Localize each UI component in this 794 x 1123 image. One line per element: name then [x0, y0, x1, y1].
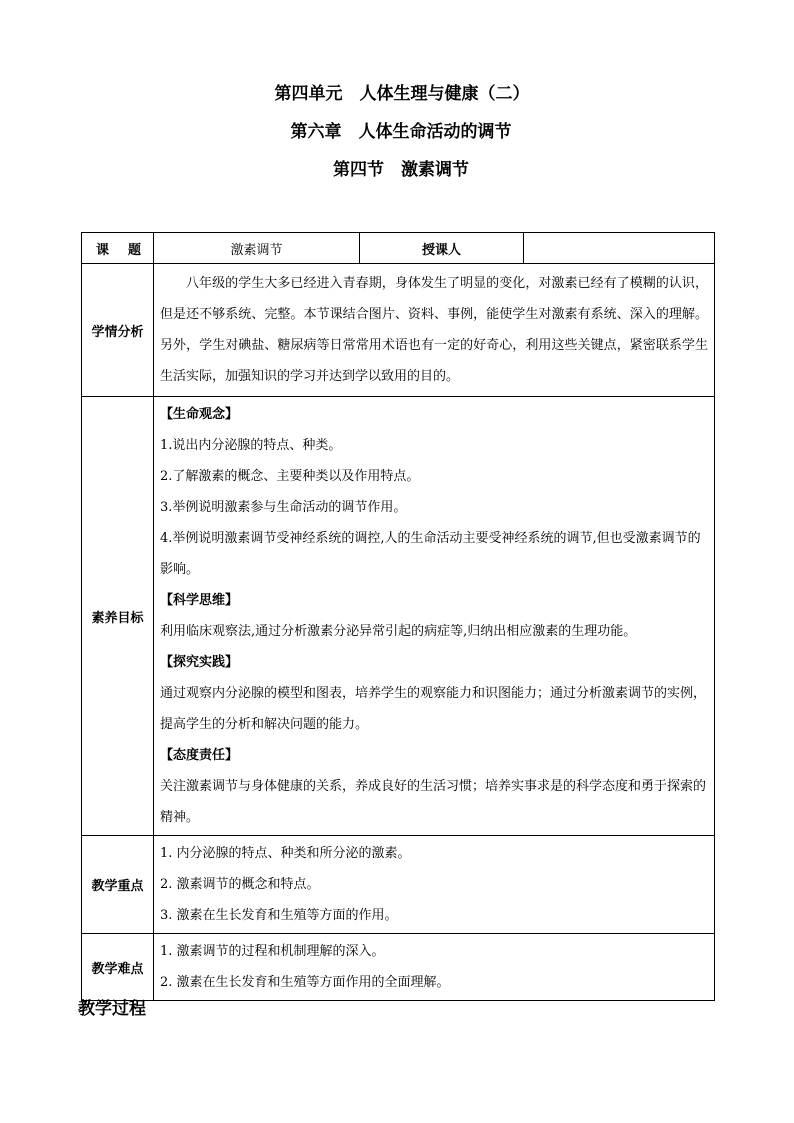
- document-headings: [0, 84, 794, 198]
- difficult-points-label: 教学难点: [82, 934, 154, 1001]
- key-points-cell: [154, 836, 715, 934]
- goal-heading: 【探究实践】: [160, 655, 239, 670]
- key-point-item: 3. 激素在生长发育和生殖等方面的作用。: [160, 908, 398, 923]
- key-points-label: 教学重点: [82, 836, 154, 934]
- goal-line: 3.举例说明激素参与生命活动的调节作用。: [160, 500, 407, 515]
- analysis-label: 学情分析: [82, 264, 154, 397]
- goal-line: 通过观察内分泌腺的模型和图表，培养学生的观察能力和识图能力；通过分析激素调节的实例，提高学生的分析和解决问题的能力。: [160, 686, 707, 732]
- goal-line: 4.举例说明激素调节受神经系统的调控,人的生命活动主要受神经系统的调节,但也受激素调节的影响。: [160, 531, 701, 577]
- goal-line: 关注激素调节与身体健康的关系，养成良好的生活习惯；培养实事求是的科学态度和勇于探索的精神。: [160, 779, 707, 825]
- analysis-row: [82, 264, 715, 397]
- goal-line: 1.说出内分泌腺的特点、种类。: [160, 438, 342, 453]
- difficult-points-list: [154, 934, 714, 1000]
- key-point-item: 1. 内分泌腺的特点、种类和所分泌的激素。: [160, 846, 411, 861]
- goal-heading: 【态度责任】: [160, 748, 239, 763]
- chapter-title: 第六章 人体生命活动的调节: [290, 122, 512, 142]
- goals-label: 素养目标: [82, 397, 154, 836]
- teacher-label: 授课人: [360, 233, 524, 264]
- unit-title: 第四单元 人体生理与健康（二）: [274, 84, 530, 104]
- topic-value: 激素调节: [154, 233, 360, 264]
- goal-heading: 【生命观念】: [160, 407, 239, 422]
- goal-heading: 【科学思维】: [160, 593, 239, 608]
- difficult-point-item: 2. 激素在生长发育和生殖等方面作用的全面理解。: [160, 975, 450, 990]
- analysis-cell: [154, 264, 715, 397]
- topic-label-cell: [82, 233, 154, 264]
- goals-content: [154, 397, 714, 835]
- teaching-process-heading: 教学过程: [78, 999, 146, 1019]
- lesson-plan-table: [81, 232, 715, 1001]
- header-row: [82, 233, 715, 264]
- difficult-points-cell: [154, 934, 715, 1001]
- goal-line: 2.了解激素的概念、主要种类以及作用特点。: [160, 469, 420, 484]
- topic-label: 课 题: [96, 242, 141, 258]
- key-points-row: [82, 836, 715, 934]
- difficult-point-item: 1. 激素调节的过程和机制理解的深入。: [160, 944, 385, 959]
- goal-line: 利用临床观察法,通过分析激素分泌异常引起的病症等,归纳出相应激素的生理功能。: [160, 624, 637, 639]
- goals-row: [82, 397, 715, 836]
- key-points-list: [154, 836, 714, 933]
- teacher-value: [524, 233, 715, 264]
- analysis-text: 八年级的学生大多已经进入青春期，身体发生了明显的变化，对激素已经有了模糊的认识，但是还不够系统、完整。本节课结合图片、资料、事例，能使学生对激素有系统、深入的理解。另外，学生对碘盐、糖尿病等日常常用术语也有一定的好奇心，利用这些关键点，紧密联系学生生活实际，加强知识的学习并达到学以致用的目的。: [160, 276, 708, 384]
- difficult-points-row: [82, 934, 715, 1001]
- goals-cell: [154, 397, 715, 836]
- section-title: 第四节 激素调节: [333, 160, 469, 180]
- key-point-item: 2. 激素调节的概念和特点。: [160, 877, 320, 892]
